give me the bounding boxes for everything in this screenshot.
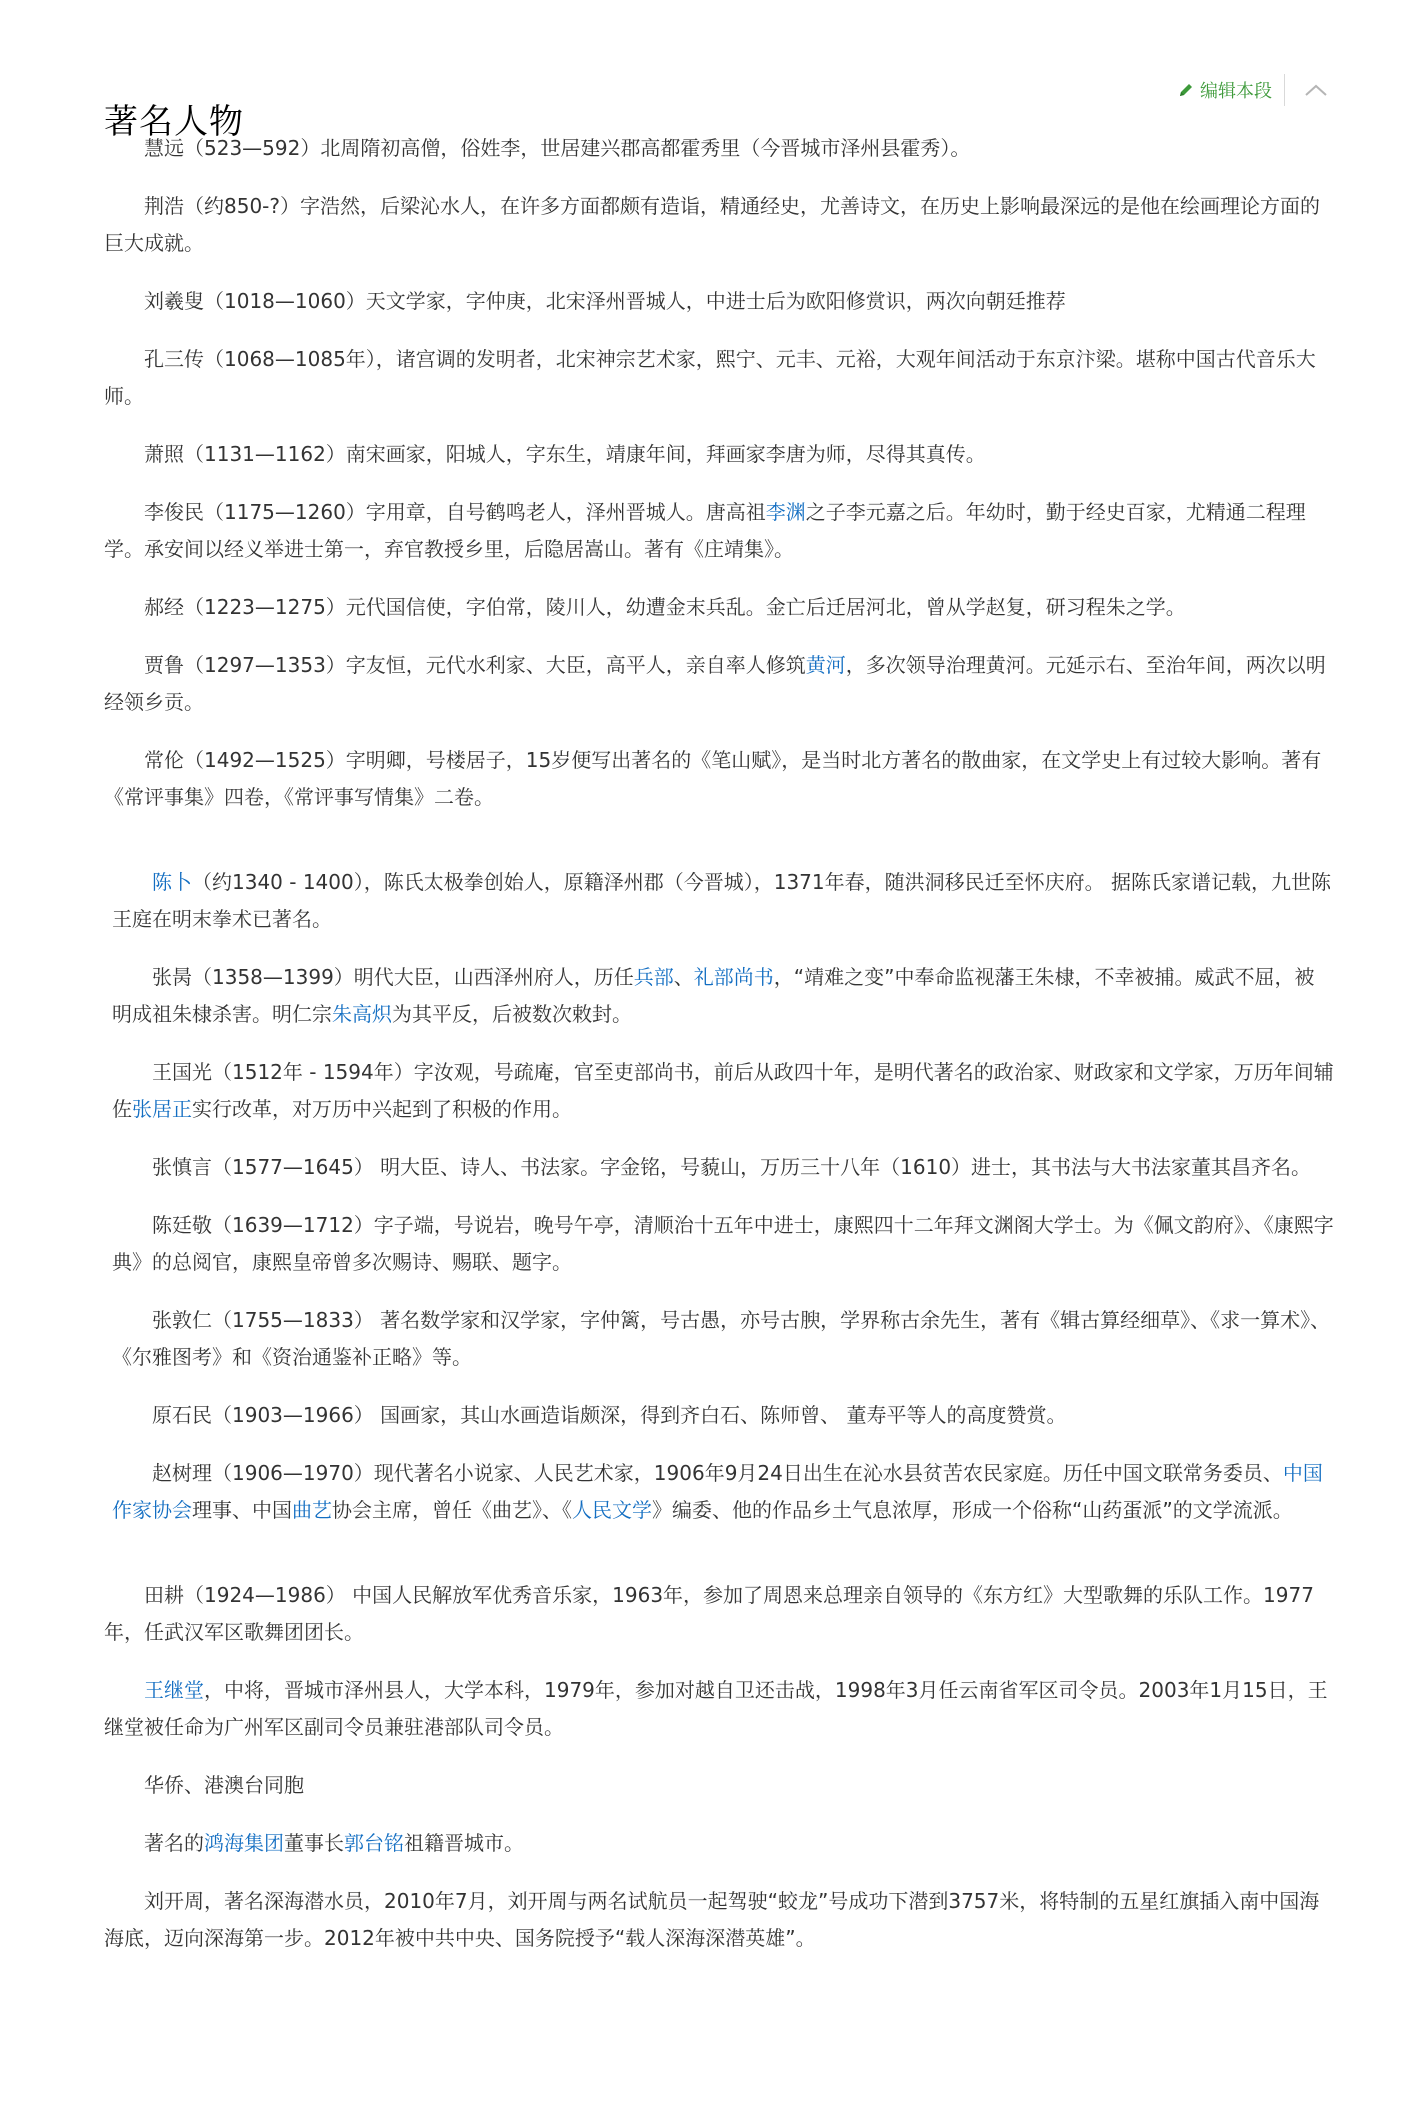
person-paragraph [112,1149,1334,1186]
wiki-link[interactable]: 曲艺 [292,1498,332,1522]
person-paragraph [104,1672,1334,1746]
paragraph-group-ming-qing-modern [104,864,1334,1529]
pencil-icon [1178,82,1194,98]
paragraph-text: 张敦仁（1755—1833） 著名数学家和汉学家，字仲篱，号古愚，亦号古腴，学界称古余先生，著有《辑古算经细草》、《求一算术》、《尔雅图考》和《资治通鉴补正略》等。 [112,1308,1331,1369]
paragraph-text: 贾鲁（1297—1353）字友恒，元代水利家、大臣，高平人，亲自率人修筑 [144,653,806,677]
paragraph-text: 孔三传（1068—1085年），诸宫调的发明者，北宋神宗艺术家，熙宁、元丰、元裕，大观年间活动于东京汴梁。堪称中国古代音乐大师。 [104,347,1316,408]
wiki-link[interactable]: 中国作家协会 [112,1461,1323,1522]
paragraph-text: 田耕（1924—1986） 中国人民解放军优秀音乐家，1963年，参加了周恩来总理亲自领导的《东方红》大型歌舞的乐队工作。1977年，任武汉军区歌舞团团长。 [104,1583,1314,1644]
paragraph-text: 慧远（523—592）北周隋初高僧，俗姓李，世居建兴郡高都霍秀里（今晋城市泽州县霍秀）。 [144,136,971,160]
paragraph-text: 张昺（1358—1399）明代大臣，山西泽州府人，历任 [152,965,634,989]
wiki-link[interactable]: 张居正 [132,1097,192,1121]
wiki-link[interactable]: 兵部 [633,965,674,989]
section-title: 著名人物 [104,102,244,143]
person-paragraph [112,1455,1334,1529]
paragraph-text: 陈廷敬（1639—1712）字子端，号说岩，晚号午亭，清顺治十五年中进士，康熙四十二年拜文渊阁大学士。为《佩文韵府》、《康熙字典》的总阅官，康熙皇帝曾多次赐诗、赐联、题字。 [112,1213,1334,1274]
paragraph-text: 常伦（1492—1525）字明卿，号楼居子，15岁便写出著名的《笔山赋》，是当时北方著名的散曲家，在文学史上有过较大影响。著有《常评事集》四卷，《常评事写情集》二卷。 [104,748,1322,809]
paragraph-text: 协会主席，曾任《曲艺》、《 [332,1498,572,1522]
paragraph-text: 刘开周，著名深海潜水员，2010年7月，刘开周与两名试航员一起驾驶“蛟龙”号成功下潜到3757米，将特制的五星红旗插入南中国海海底，迈向深海第一步。2012年被中共中央、国务院授予“载人深海深潜英雄”。 [104,1889,1320,1950]
person-paragraph [104,742,1334,816]
wiki-link[interactable]: 朱高炽 [332,1002,392,1026]
paragraph-text: 王国光（1512年 - 1594年）字汝观，号疏庵，官至吏部尚书，前后从政四十年，是明代著名的政治家、财政家和文学家，万历年间辅佐 [112,1060,1334,1121]
paragraph-text: 原石民（1903—1966） 国画家，其山水画造诣颇深，得到齐白石、陈师曾、 董寿平等人的高度赞赏。 [152,1403,1067,1427]
chevron-up-icon [1304,83,1328,97]
person-paragraph [104,1767,1334,1804]
paragraph-text: 著名的 [144,1831,204,1855]
person-paragraph [104,589,1334,626]
paragraph-text: 荆浩（约850-?）字浩然，后梁沁水人，在许多方面都颇有造诣，精通经史，尤善诗文，在历史上影响最深远的是他在绘画理论方面的巨大成就。 [104,194,1321,255]
edit-section-label: 编辑本段 [1200,81,1272,102]
person-paragraph [104,283,1334,320]
person-paragraph [104,436,1334,473]
paragraph-text: ，中将，晋城市泽州县人，大学本科，1979年，参加对越自卫还击战，1998年3月任云南省军区司令员。2003年1月15日，王继堂被任命为广州军区副司令员兼驻港部队司令员。 [104,1678,1328,1739]
wiki-link[interactable]: 礼部尚书 [693,965,774,989]
person-paragraph [112,1207,1334,1281]
paragraph-group-contemporary [104,1577,1334,1957]
paragraph-text: ，“靖难之变”中奉命监视藩王朱棣，不幸被捕。威武不屈，被明成祖朱棣杀害。明仁宗 [112,965,1315,1026]
paragraph-text: 华侨、港澳台同胞 [144,1773,304,1797]
paragraph-group-ancient [104,130,1334,816]
collapse-button[interactable] [1301,78,1331,102]
person-paragraph [104,494,1334,568]
section-content [104,130,1334,1957]
person-paragraph [112,1397,1334,1434]
person-paragraph [112,864,1334,938]
wiki-link[interactable]: 陈卜 [152,870,192,894]
wiki-link[interactable]: 人民文学 [572,1498,652,1522]
person-paragraph [112,959,1334,1033]
paragraph-text: 理事、中国 [192,1498,292,1522]
paragraph-text: 祖籍晋城市。 [404,1831,524,1855]
paragraph-text: 赵树理（1906—1970）现代著名小说家、人民艺术家，1906年9月24日出生在沁水县贫苦农民家庭。历任中国文联常务委员、 [152,1461,1283,1485]
paragraph-text: 萧照（1131—1162）南宋画家，阳城人，字东生，靖康年间，拜画家李唐为师，尽得其真传。 [144,442,986,466]
paragraph-text: 实行改革，对万历中兴起到了积极的作用。 [192,1097,572,1121]
paragraph-text: 郝经（1223—1275）元代国信使，字伯常，陵川人，幼遭金末兵乱。金亡后迁居河北，曾从学赵复，研习程朱之学。 [144,595,1186,619]
wiki-link[interactable]: 鸿海集团 [204,1831,284,1855]
person-paragraph [112,1054,1334,1128]
paragraph-text: ，多次领导治理黄河。元延示右、至治年间，两次以明经领乡贡。 [104,653,1326,714]
paragraph-text: 董事长 [284,1831,344,1855]
person-paragraph [104,341,1334,415]
paragraph-text: 为其平反，后被数次敕封。 [392,1002,632,1026]
person-paragraph [104,130,1334,167]
paragraph-text: 刘羲叟（1018—1060）天文学家，字仲庚，北宋泽州晋城人，中进士后为欧阳修赏识，两次向朝廷推荐 [144,289,1066,313]
toolbar-divider [1284,74,1285,106]
person-paragraph [104,1577,1334,1651]
person-paragraph [112,1302,1334,1376]
person-paragraph [104,1883,1334,1957]
person-paragraph [104,1825,1334,1862]
person-paragraph [104,188,1334,262]
wiki-link[interactable]: 王继堂 [144,1678,204,1702]
edit-section-link[interactable] [1178,77,1272,103]
paragraph-text: 之子李元嘉之后。年幼时，勤于经史百家，尤精通二程理学。承安间以经义举进士第一，弃官教授乡里，后隐居嵩山。著有《庄靖集》。 [104,500,1306,561]
paragraph-text: 张慎言（1577—1645） 明大臣、诗人、书法家。字金铭，号藐山，万历三十八年（1610）进士，其书法与大书法家董其昌齐名。 [152,1155,1312,1179]
wiki-link[interactable]: 黄河 [805,653,846,677]
section-toolbar [1178,74,1331,106]
paragraph-text: 》编委、他的作品乡土气息浓厚，形成一个俗称“山药蛋派”的文学流派。 [652,1498,1293,1522]
paragraph-text: （约1340 - 1400），陈氏太极拳创始人，原籍泽州郡（今晋城），1371年春，随洪洞移民迁至怀庆府。 据陈氏家谱记载，九世陈王庭在明末拳术已著名。 [112,870,1331,931]
person-paragraph [104,647,1334,721]
wiki-link[interactable]: 郭台铭 [344,1831,404,1855]
paragraph-text: 、 [673,965,694,989]
paragraph-text: 李俊民（1175—1260）字用章，自号鹤鸣老人，泽州晋城人。唐高祖 [144,500,766,524]
wiki-link[interactable]: 李渊 [765,500,806,524]
